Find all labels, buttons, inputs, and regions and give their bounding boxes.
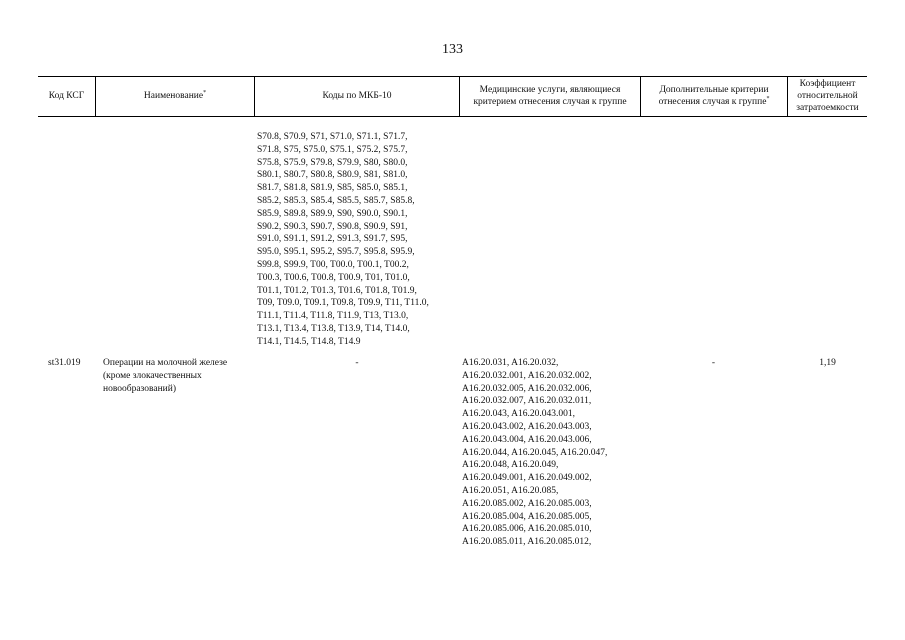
row-name: Операции на молочной железе (кроме злокачественных новообразований)	[103, 358, 228, 394]
header-mkb-codes: Коды по МКБ-10	[322, 91, 392, 101]
mkb-code-line: S70.8, S70.9, S71, S71.0, S71.1, S71.7,	[257, 132, 408, 142]
mkb-code-line: T01.1, T01.2, T01.3, T01.6, T01.8, T01.9,	[257, 285, 417, 296]
mkb-code-line: S91.0, S91.1, S91.2, S91.3, S91.7, S95,	[257, 234, 408, 245]
mkb-code-line: T00.3, T00.6, T00.8, T00.9, T01, T01.0,	[257, 272, 410, 283]
service-code-line: A16.20.043.004, A16.20.043.006,	[462, 434, 592, 445]
page-number: 133	[442, 42, 463, 57]
service-code-line: A16.20.048, A16.20.049,	[462, 460, 559, 471]
row-extra-criteria: -	[711, 358, 716, 368]
service-code-line: A16.20.085.002, A16.20.085.003,	[462, 498, 592, 509]
service-code-line: A16.20.051, A16.20.085,	[462, 485, 559, 496]
mkb-code-line: S90.2, S90.3, S90.7, S90.8, S90.9, S91,	[257, 221, 408, 232]
column-divider	[640, 76, 641, 116]
service-code-line: A16.20.085.006, A16.20.085.010,	[462, 524, 592, 535]
mkb-code-line: S71.8, S75, S75.0, S75.1, S75.2, S75.7,	[257, 144, 408, 155]
mkb-code-line: T13.1, T13.4, T13.8, T13.9, T14, T14.0,	[257, 323, 410, 334]
mkb-code-line: S99.8, S99.9, T00, T00.0, T00.1, T00.2,	[257, 259, 409, 270]
table-header-bottom-border	[38, 116, 867, 117]
row-med-services	[462, 357, 607, 549]
mkb-code-line: S80.1, S80.7, S80.8, S80.9, S81, S81.0,	[257, 170, 408, 181]
mkb-code-line: T11.1, T11.4, T11.8, T11.9, T13, T13.0,	[257, 311, 409, 322]
service-code-line: A16.20.085.004, A16.20.085.005,	[462, 511, 592, 522]
mkb-code-line: T09, T09.0, T09.1, T09.8, T09.9, T11, T11.0,	[257, 298, 429, 309]
row-mkb-codes: -	[355, 358, 359, 368]
header-code-ksg: Код КСГ	[48, 91, 85, 101]
mkb-code-line: S75.8, S75.9, S79.8, S79.9, S80, S80.0,	[257, 157, 408, 168]
service-code-line: A16.20.031, A16.20.032,	[462, 358, 559, 368]
service-code-line: A16.20.085.011, A16.20.085.012,	[462, 537, 592, 548]
service-code-line: A16.20.043.002, A16.20.043.003,	[462, 421, 592, 432]
service-code-line: A16.20.032.007, A16.20.032.011,	[462, 396, 592, 407]
header-med-services: Медицинские услуги, являющиеся критерием отнесения случая к группе	[473, 85, 627, 107]
header-extra-criteria: Дополнительные критерии отнесения случая к группе*	[658, 85, 770, 107]
mkb-codes-continuation	[257, 131, 429, 349]
column-divider	[459, 76, 460, 116]
mkb-code-line: S85.9, S89.8, S89.9, S90, S90.0, S90.1,	[257, 208, 408, 219]
service-code-line: A16.20.032.001, A16.20.032.002,	[462, 370, 592, 381]
mkb-code-line: T14.1, T14.5, T14.8, T14.9	[257, 336, 361, 347]
row-code: st31.019	[48, 358, 81, 368]
mkb-code-line: S85.2, S85.3, S85.4, S85.5, S85.7, S85.8,	[257, 195, 415, 206]
header-coefficient: Коэффициент относительной затратоемкости	[796, 79, 859, 113]
row-coefficient: 1,19	[819, 358, 836, 368]
service-code-line: A16.20.044, A16.20.045, A16.20.047,	[462, 447, 608, 458]
service-code-line: A16.20.049.001, A16.20.049.002,	[462, 473, 592, 484]
service-code-line: A16.20.032.005, A16.20.032.006,	[462, 383, 592, 394]
service-code-line: A16.20.043, A16.20.043.001,	[462, 409, 575, 420]
mkb-code-line: S81.7, S81.8, S81.9, S85, S85.0, S85.1,	[257, 183, 408, 194]
header-name: Наименование*	[143, 89, 207, 101]
mkb-code-line: S95.0, S95.1, S95.2, S95.7, S95.8, S95.9,	[257, 247, 415, 258]
